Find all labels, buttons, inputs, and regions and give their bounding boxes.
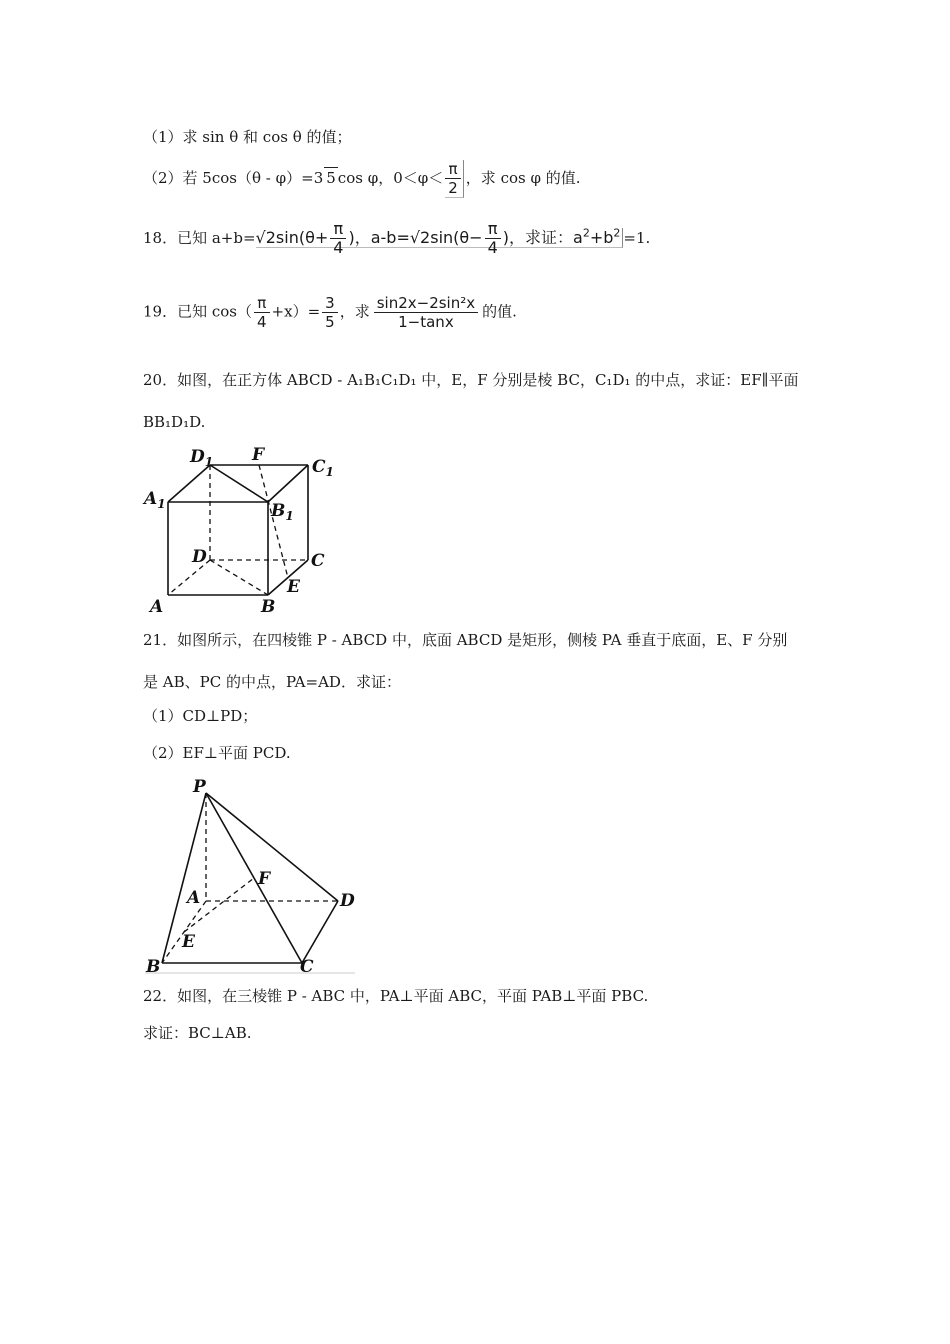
fraction-pi-over-2 — [445, 160, 464, 198]
frac-denominator: 4 — [254, 312, 270, 331]
superscript-2: 2 — [582, 226, 590, 240]
edge-C1B1 — [268, 465, 308, 502]
label-C: C — [311, 551, 325, 571]
q21-part1: （1）CD⊥PD； — [143, 707, 258, 725]
fraction-pi-over-4 — [254, 294, 270, 331]
sqrt-5: 5 — [326, 169, 336, 187]
fraction-pi-over-4 — [485, 220, 501, 257]
hidden-edge-DB — [210, 560, 268, 595]
q17-part2-text-a: （2）若 5cos（θ - φ）=3 — [143, 169, 324, 187]
q22-line2: 求证：BC⊥AB. — [143, 1024, 252, 1042]
q19 — [143, 294, 517, 331]
label-P: P — [193, 777, 206, 797]
superscript-2: 2 — [613, 226, 621, 240]
q21-line1: 21．如图所示，在四棱锥 P - ABCD 中，底面 ABCD 是矩形，侧棱 PA 垂直于底面，E、F 分别 — [143, 631, 788, 649]
q18-eq-d: +b — [589, 228, 614, 247]
q21-line2: 是 AB、PC 的中点，PA=AD．求证： — [143, 673, 401, 691]
q19-text-d: 的值. — [482, 302, 517, 321]
edge-CD — [302, 901, 338, 963]
edge-A1D1 — [168, 465, 210, 502]
segment-EF — [259, 465, 288, 578]
frac-denominator: 4 — [330, 238, 346, 257]
q17-part2-text-c: ，求 cos φ 的值. — [465, 169, 581, 187]
label-D: D — [340, 891, 355, 911]
q17-part2 — [143, 160, 581, 198]
label-D: D — [192, 547, 207, 567]
label-B1: $B_1$ — [271, 501, 294, 523]
frac-numerator: π — [487, 219, 498, 238]
label-D1: $D_1$ — [190, 447, 214, 469]
diagonal-D1B1 — [210, 465, 268, 502]
label-F: F — [258, 869, 271, 889]
fraction-pi-over-4 — [330, 220, 346, 257]
label-E: E — [182, 932, 195, 952]
frac-denominator: 4 — [485, 238, 501, 257]
fraction-expression — [374, 294, 478, 331]
q18-eq-e: =1. — [623, 229, 651, 247]
frac-numerator: sin2x−2sin²x — [376, 294, 476, 312]
frac-denominator: 1−tanx — [374, 312, 478, 331]
q19-text-a: 19．已知 cos（ — [143, 302, 252, 321]
q18-eq-a: √2sin(θ+ — [255, 228, 329, 247]
q20-line2: BB₁D₁D. — [143, 413, 206, 431]
label-C1: $C_1$ — [312, 457, 334, 479]
fraction-3-over-5 — [322, 294, 338, 331]
frac-numerator: π — [448, 160, 458, 178]
q18 — [143, 220, 650, 257]
frac-numerator: π — [333, 219, 344, 238]
q22-line1: 22．如图，在三棱锥 P - ABC 中，PA⊥平面 ABC，平面 PAB⊥平面 PBC. — [143, 987, 649, 1005]
label-A: A — [150, 597, 164, 615]
label-A: A — [187, 888, 201, 908]
edge-PC — [206, 793, 302, 963]
q20-line1: 20．如图，在正方体 ABCD - A₁B₁C₁D₁ 中，E，F 分别是棱 BC，C₁D₁ 的中点，求证：EF∥平面 — [143, 371, 799, 389]
q18-label: 18．已知 a+b= — [143, 229, 256, 247]
q18-equation — [255, 219, 624, 257]
label-B: B — [261, 597, 276, 615]
q18-eq-b: )，a-b=√2sin(θ− — [348, 228, 483, 247]
label-C: C — [300, 957, 314, 977]
label-A1: $A_1$ — [144, 489, 166, 511]
q17-part1: （1）求 sin θ 和 cos θ 的值； — [143, 128, 352, 146]
cube-figure — [140, 440, 340, 615]
q19-text-b: +x）= — [271, 302, 321, 321]
label-F: F — [252, 445, 265, 465]
q18-eq-c: )，求证：a — [502, 228, 583, 247]
pyramid-figure — [140, 775, 360, 977]
frac-denominator: 5 — [322, 312, 338, 331]
frac-denominator: 2 — [445, 178, 461, 197]
frac-numerator: 3 — [325, 294, 335, 312]
label-B: B — [146, 957, 161, 977]
q19-text-c: ，求 — [339, 302, 370, 321]
q21-part2: （2）EF⊥平面 PCD. — [143, 744, 291, 762]
frac-numerator: π — [257, 294, 267, 312]
label-E: E — [287, 577, 300, 597]
q17-part2-text-b: cos φ，0＜φ＜ — [337, 169, 444, 187]
edge-PD — [206, 793, 338, 901]
